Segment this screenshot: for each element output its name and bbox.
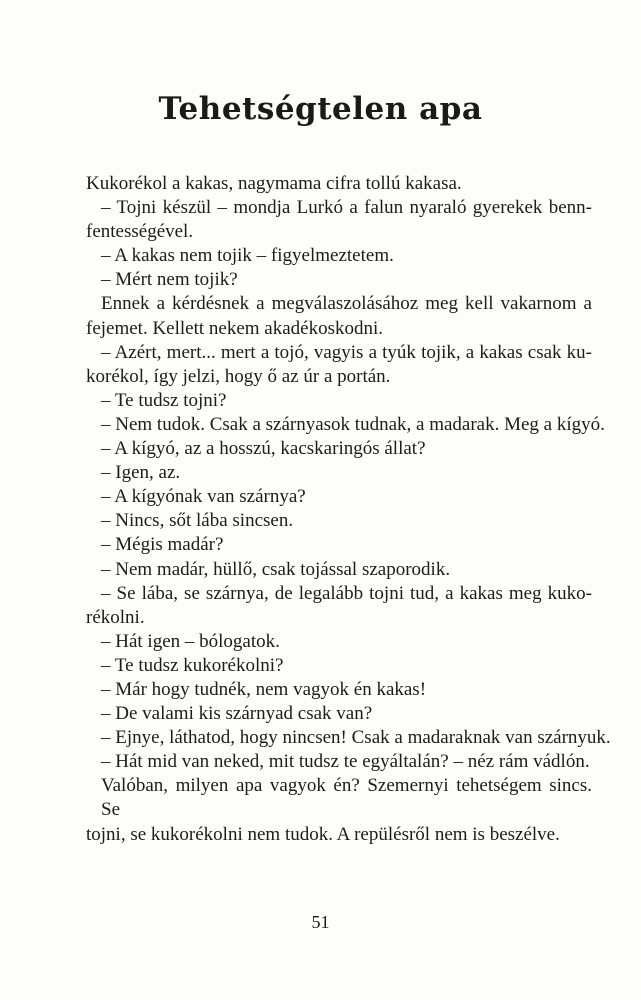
paragraph <box>86 196 592 244</box>
text-line: – Azért, mert... mert a tojó, vagyis a tyúk tojik, a kakas csak ku- <box>101 341 592 363</box>
text-line: – Nincs, sőt lába sincsen. <box>101 510 294 532</box>
paragraph <box>86 389 592 413</box>
text-line: – Mégis madár? <box>101 534 224 556</box>
paragraph <box>86 678 592 702</box>
text-line: – Mért nem tojik? <box>101 269 238 291</box>
text-line: – Te tudsz kukorékolni? <box>101 654 284 676</box>
text-line: – Nem madár, hüllő, csak tojással szaporodik. <box>101 558 451 580</box>
paragraph <box>86 413 605 437</box>
paragraph <box>86 485 592 509</box>
paragraph <box>86 654 592 678</box>
text-line: – Már hogy tudnék, nem vagyok én kakas! <box>101 678 427 700</box>
text-line: – Hát mid van neked, mit tudsz te egyáltalán? – néz rám vádlón. <box>101 751 590 773</box>
paragraph <box>86 533 592 557</box>
text-line: korékol, így jelzi, hogy ő az úr a portán. <box>86 365 391 387</box>
text-line: – Se lába, se szárnya, de legalább tojni tud, a kakas meg kuko- <box>101 582 592 604</box>
text-line: – A kígyó, az a hosszú, kacskaringós állat? <box>101 438 426 460</box>
paragraph <box>86 172 592 196</box>
text-line: Valóban, milyen apa vagyok én? Szemernyi tehetségem sincs. Se <box>101 775 592 821</box>
paragraph <box>86 461 592 485</box>
paragraph <box>86 750 592 774</box>
paragraph <box>86 341 592 389</box>
text-line: – Tojni készül – mondja Lurkó a falun nyaraló gyerekek benn- <box>101 197 592 219</box>
page-number: 51 <box>311 912 330 932</box>
paragraph <box>86 630 592 654</box>
paragraph <box>86 582 592 630</box>
text-line: – Ejnye, láthatod, hogy nincsen! Csak a madaraknak van szárnyuk. <box>101 727 611 749</box>
text-line: rékolni. <box>86 606 145 628</box>
text-line: fentességével. <box>86 221 194 243</box>
paragraph <box>86 268 592 292</box>
text-line: – A kígyónak van szárnya? <box>101 486 306 508</box>
paragraph <box>86 437 592 461</box>
text-line: – Igen, az. <box>101 462 181 484</box>
chapter-title: Tehetségtelen apa <box>158 90 483 127</box>
text-line: fejemet. Kellett nekem akadékoskodni. <box>86 317 384 339</box>
paragraph <box>86 702 592 726</box>
text-line: tojni, se kukorékolni nem tudok. A repülésről nem is beszélve. <box>86 823 560 845</box>
paragraph <box>86 774 592 846</box>
paragraph <box>86 292 592 340</box>
chapter-body <box>86 172 611 847</box>
text-line: – A kakas nem tojik – figyelmeztetem. <box>101 245 394 267</box>
paragraph <box>86 726 611 750</box>
text-line: – De valami kis szárnyad csak van? <box>101 703 373 725</box>
paragraph <box>86 244 592 268</box>
paragraph <box>86 558 592 582</box>
text-line: – Hát igen – bólogatok. <box>101 630 280 652</box>
text-line: – Nem tudok. Csak a szárnyasok tudnak, a madarak. Meg a kígyó. <box>101 413 605 435</box>
paragraph <box>86 509 592 533</box>
text-line: – Te tudsz tojni? <box>101 389 227 411</box>
text-line: Kukorékol a kakas, nagymama cifra tollú kakasa. <box>86 173 462 194</box>
text-line: Ennek a kérdésnek a megválaszolásához meg kell vakarnom a <box>101 293 592 315</box>
